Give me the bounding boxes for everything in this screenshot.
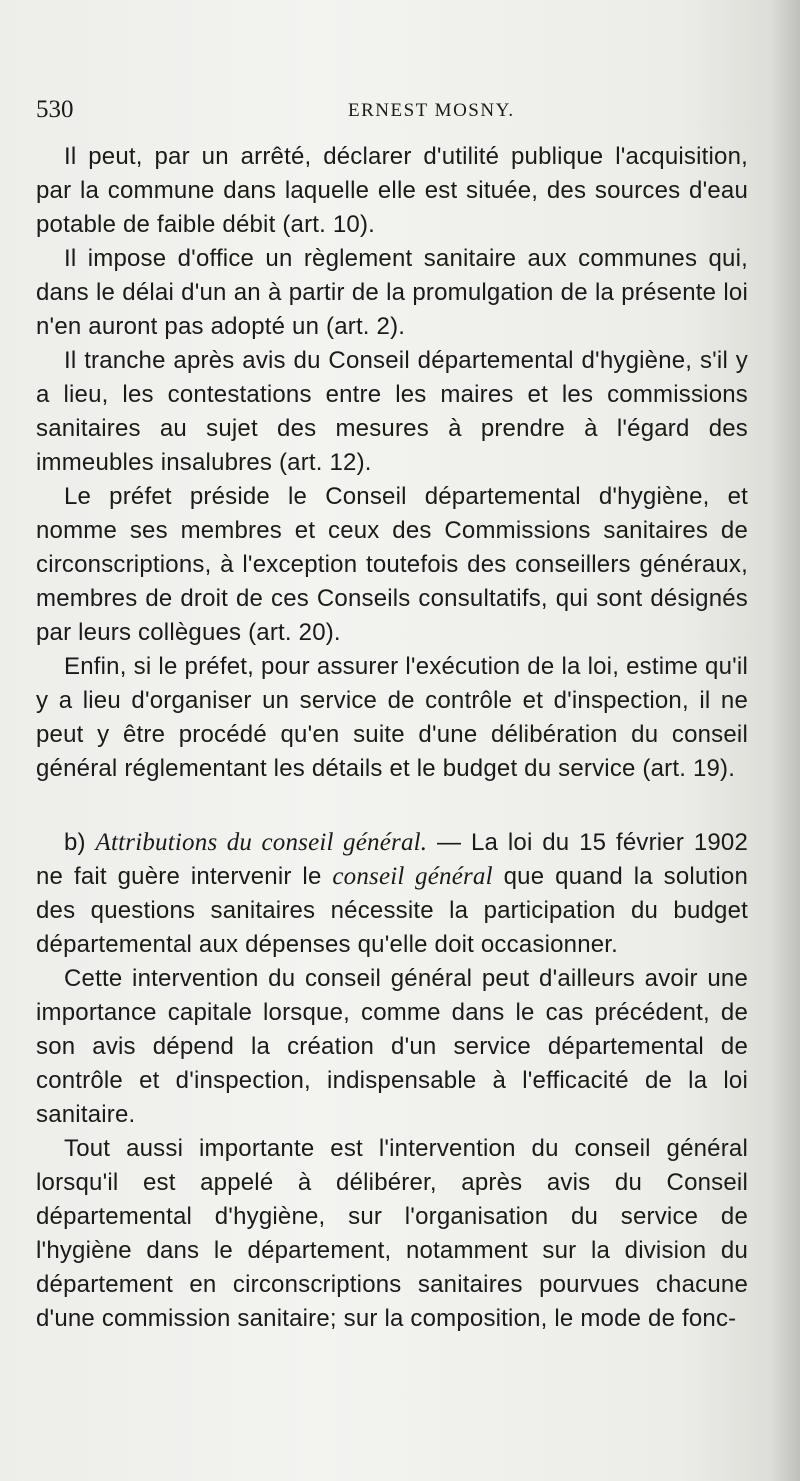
emphasis-text: conseil général: [332, 863, 493, 890]
paragraph: Il peut, par un arrêté, déclarer d'utilité publique l'acquisition, par la commune dans laquelle elle est située, des sources d'eau potable de faible débit (art. 10).: [36, 143, 748, 238]
paragraph: Enfin, si le préfet, pour assurer l'exécution de la loi, estime qu'il y a lieu d'organiser un service de contrôle et d'inspection, il ne peut y être procédé qu'en suite d'une délibération du conseil général réglementant les détails et le budget du service (art. 19).: [36, 653, 748, 782]
page-body: [36, 140, 748, 1336]
page-number: 530: [36, 96, 74, 123]
section-text: — La loi du 15 février 1902 ne fait guère intervenir le: [36, 829, 749, 890]
page-edge-shadow: [770, 0, 800, 1481]
running-head: ERNEST MOSNY.: [348, 100, 515, 121]
section-b-paragraph: [36, 826, 748, 962]
page-header: [36, 96, 756, 130]
section-prefix: b): [64, 829, 96, 856]
paragraph: Il tranche après avis du Conseil départemental d'hygiène, s'il y a lieu, les contestations entre les maires et les commissions sanitaires au sujet des mesures à prendre à l'égard des immeubles insalubres (art. 12).: [36, 347, 748, 476]
paragraph: Tout aussi importante est l'intervention du conseil général lorsqu'il est appelé à délibérer, après avis du Conseil départemental d'hygiène, sur l'organisation du service de l'hygiène dans le département, notamment sur la division du département en circonscriptions sanitaires pourvues chacune d'une commission sanitaire; sur la composition, le mode de fonc-: [36, 1135, 748, 1332]
section-text: que quand la solution des questions sanitaires nécessite la participation du budget départemental aux dépenses qu'elle doit occasionner.: [36, 863, 748, 958]
paragraph: Il impose d'office un règlement sanitaire aux communes qui, dans le délai d'un an à partir de la promulgation de la présente loi n'en auront pas adopté un (art. 2).: [36, 245, 748, 340]
paragraph: Cette intervention du conseil général peut d'ailleurs avoir une importance capitale lorsque, comme dans le cas précédent, de son avis dépend la création d'un service départemental de contrôle et d'inspection, indispensable à l'efficacité de la loi sanitaire.: [36, 965, 748, 1128]
section-title: Attributions du conseil général.: [95, 829, 428, 856]
paragraph: Le préfet préside le Conseil départemental d'hygiène, et nomme ses membres et ceux des Commissions sanitaires de circonscriptions, à l'exception toutefois des conseillers généraux, membres de droit de ces Conseils consultatifs, qui sont désignés par leurs collègues (art. 20).: [36, 483, 748, 646]
